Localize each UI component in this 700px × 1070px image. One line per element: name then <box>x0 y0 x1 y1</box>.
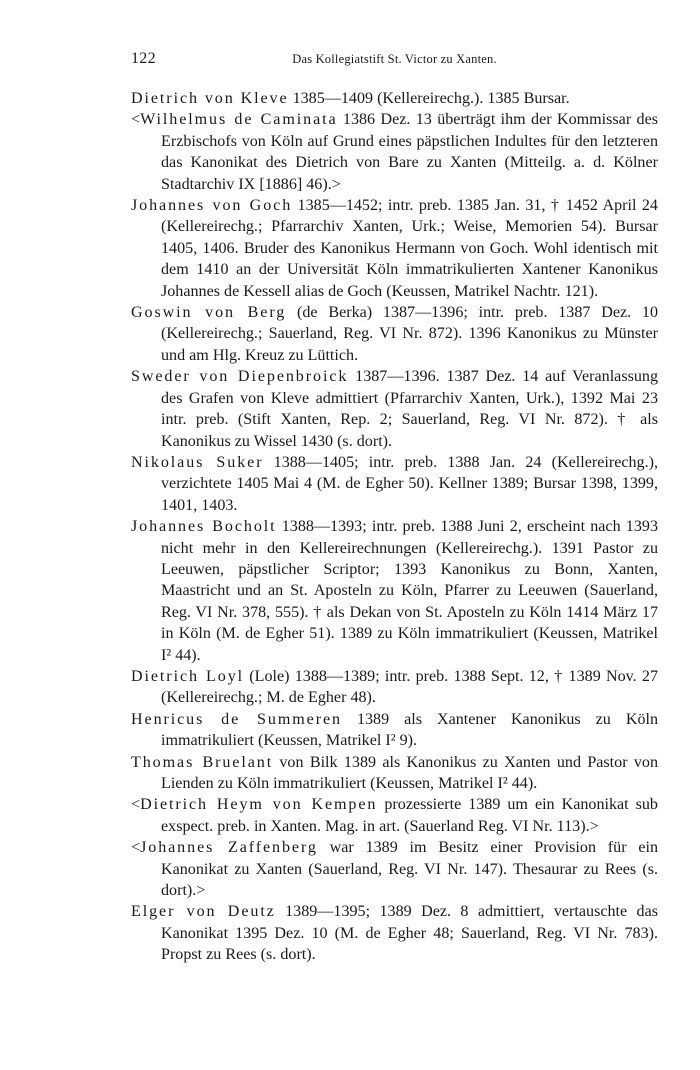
person-name: Johannes Zaffenberg <box>140 839 318 857</box>
person-name: Johannes von Goch <box>131 197 293 215</box>
register-entry <box>131 452 658 516</box>
register-entry <box>131 366 658 452</box>
person-name: Elger von Deutz <box>131 903 276 921</box>
entry-text: war 1389 im Besitz einer Provision für ein Kanonikat zu Xanten (Sauerland, Reg. VI Nr. 147). Thesaurar zu Rees (s. dort). <box>161 839 658 900</box>
entry-text: (Lole) 1388—1389; intr. preb. 1388 Sept. 12, † 1389 Nov. 27 (Kellereirechg.; M. de Egher 48). <box>161 667 658 707</box>
person-name: Goswin von Berg <box>131 304 287 322</box>
register-entry <box>131 837 658 901</box>
entry-text: 1388—1405; intr. preb. 1388 Jan. 24 (Kellereirechg.), verzichtete 1405 Mai 4 (M. de Egher 50). Kellner 1389; Bursar 1398, 1399, 1401, 1403. <box>161 453 658 514</box>
person-name: Dietrich Loyl <box>131 667 245 685</box>
bracket-open: < <box>131 839 141 857</box>
bracket-close: > <box>589 817 599 835</box>
entry-text: von Bilk 1389 als Kanonikus zu Xanten und Pastor von Lienden zu Köln immatrikuliert (Keussen, Matrikel I² 44). <box>161 753 658 792</box>
running-title: Das Kollegiatstift St. Victor zu Xanten. <box>292 52 497 66</box>
bracket-open: < <box>131 796 141 814</box>
entry-text: (de Berka) 1387—1396; intr. preb. 1387 Dez. 10 (Kellereirechg.; Sauerland, Reg. VI Nr. 872). 1396 Kanonikus zu Münster und am Hlg. Kreuz zu Lüttich. <box>161 304 658 364</box>
person-name: Sweder von Diepenbroick <box>131 368 349 386</box>
page-header <box>131 50 658 72</box>
person-name: Dietrich von Kleve <box>131 90 289 107</box>
entry-list <box>131 88 658 966</box>
register-entry <box>131 709 658 752</box>
person-name: Dietrich Heym von Kempen <box>140 796 378 814</box>
register-entry <box>131 752 658 795</box>
entry-text: 1389—1395; 1389 Dez. 8 admittiert, vertauschte das Kanonikat 1395 Dez. 10 (M. de Egher 48; Sauerland, Reg. VI Nr. 783). Propst zu Rees (s. dort). <box>161 903 659 964</box>
bracket-close: > <box>331 175 341 193</box>
person-name: Thomas Bruelant <box>131 753 274 771</box>
page-number: 122 <box>131 50 156 67</box>
person-name: Johannes Bocholt <box>131 518 277 536</box>
entry-text: 1387—1396. 1387 Dez. 14 auf Veranlassung des Grafen von Kleve admittiert (Pfarrarchiv Xanten, Urk.), 1392 Mai 23 intr. preb. (Stift Xanten, Rep. 2; Sauerland, Reg. VI Nr. 872). † als Kanonikus zu Wissel 1430 (s. dort). <box>161 368 658 450</box>
entry-text: 1389 als Xantener Kanonikus zu Köln immatrikuliert (Keussen, Matrikel I² 9). <box>161 710 659 750</box>
entry-text: prozessierte 1389 um ein Kanonikat sub exspect. preb. in Xanten. Mag. in art. (Sauerland Reg. VI Nr. 113). <box>161 796 658 835</box>
person-name: Henricus de Summeren <box>131 710 342 728</box>
register-entry <box>131 302 658 366</box>
register-entry <box>131 794 658 837</box>
register-entry <box>131 88 658 109</box>
register-entry <box>131 901 658 965</box>
register-entry <box>131 516 658 666</box>
person-name: Wilhelmus de Caminata <box>140 111 338 129</box>
register-entry <box>131 195 658 302</box>
entry-text: 1388—1393; intr. preb. 1388 Juni 2, erscheint nach 1393 nicht mehr in den Kellereirechnungen (Kellereirechg.). 1391 Pastor zu Leeuwen, päpstlicher Scriptor; 1393 Kanonikus zu Bonn, Xanten, Maastricht und an St. Aposteln zu Köln, Pfarrer zu Leeuwen (Sauerland, Reg. VI Nr. 378, 555). † als Dekan von St. Aposteln zu Köln 1414 März 17 in Köln (M. de Egher 51). 1389 zu Köln immatrikuliert (Keussen, Matrikel I² 44). <box>161 518 658 664</box>
bracket-open: < <box>131 111 141 129</box>
register-entry <box>131 666 658 709</box>
person-name: Nikolaus Suker <box>131 453 264 471</box>
entry-text: 1385—1452; intr. preb. 1385 Jan. 31, † 1452 April 24 (Kellereirechg.; Pfarrarchiv Xanten, Urk.; Weise, Memorien 54). Bursar 1405, 1406. Bruder des Kanonikus Hermann von Goch. Wohl identisch mit dem 1410 an der Universität Köln immatrikulierten Xantener Kanonikus Johannes de Kessell alias de Goch (Keussen, Matrikel Nachtr. 121). <box>161 197 658 300</box>
entry-text: 1385—1409 (Kellereirechg.). 1385 Bursar. <box>288 90 570 107</box>
register-entry <box>131 109 658 195</box>
bracket-close: > <box>196 882 206 900</box>
entry-text: 1386 Dez. 13 überträgt ihm der Kommissar des Erzbischofs von Köln auf Grund eines päpstlichen Indultes für den letzteren das Kanonikat des Dietrich von Bare zu Xanten (Mitteilg. a. d. Kölner Stadtarchiv IX [1886] 46). <box>161 111 658 193</box>
